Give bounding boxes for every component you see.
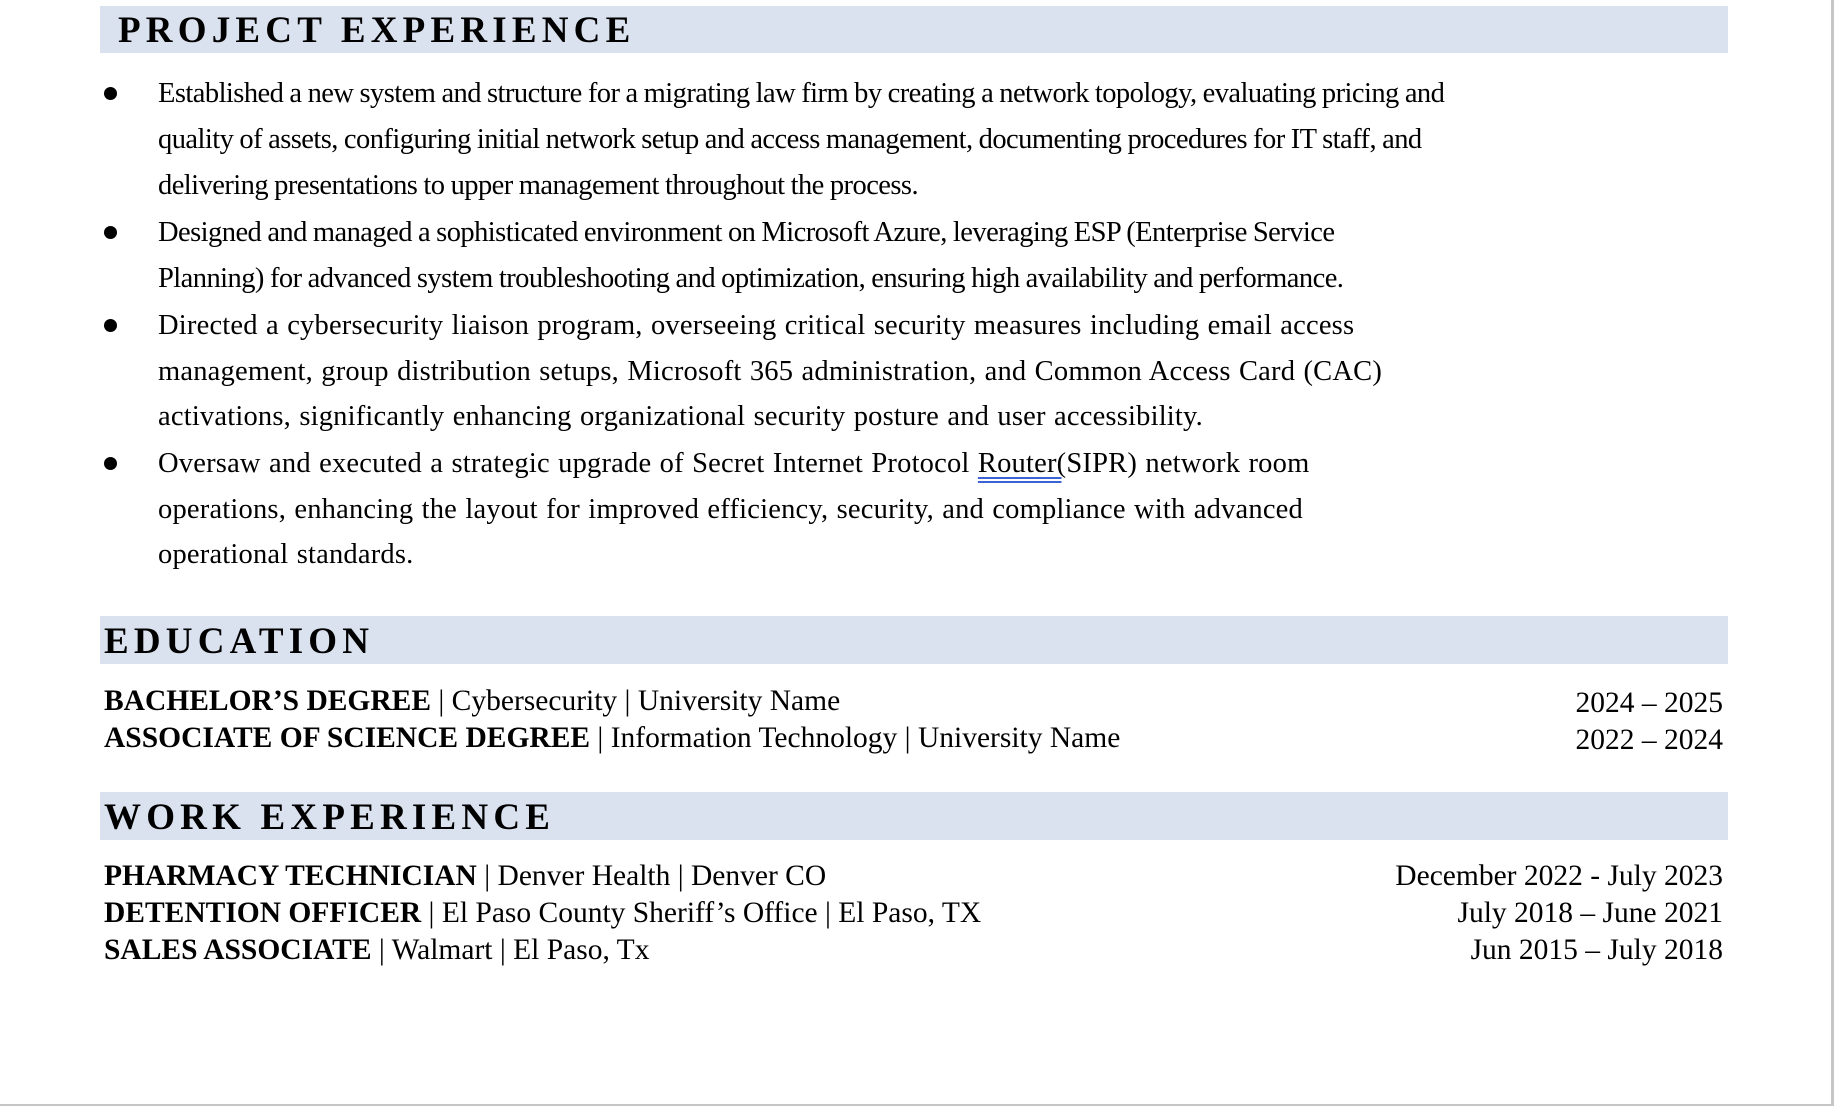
bullet-icon <box>104 319 117 332</box>
bullet-3-line-2: management, group distribution setups, Microsoft 365 administration, and Common Access Card (CAC) <box>158 356 1383 387</box>
section-heading-project-experience: PROJECT EXPERIENCE <box>118 10 636 51</box>
education-entry <box>104 724 1120 754</box>
job-details: | Walmart | El Paso, Tx <box>371 934 650 966</box>
education-entry <box>104 687 840 717</box>
job-title: DETENTION OFFICER <box>104 897 422 929</box>
bullet-2-line-2: Planning) for advanced system troubleshooting and optimization, ensuring high availability and performance. <box>158 263 1344 294</box>
section-heading-work-experience: WORK EXPERIENCE <box>104 797 556 838</box>
job-details: | Denver Health | Denver CO <box>476 860 827 892</box>
bullet-3-line-3: activations, significantly enhancing organizational security posture and user accessibility. <box>158 401 1203 432</box>
bullet-1-line-1: Established a new system and structure for a migrating law firm by creating a network topology, evaluating pricing and <box>158 78 1445 109</box>
degree-details: | Cybersecurity | University Name <box>431 685 841 717</box>
degree-title: ASSOCIATE OF SCIENCE DEGREE <box>104 722 591 754</box>
degree-title: BACHELOR’S DEGREE <box>104 685 432 717</box>
work-entry <box>104 862 826 892</box>
grammar-flagged-word[interactable]: Router( <box>977 448 1067 479</box>
bullet-4-line-1 <box>158 450 1309 479</box>
bullet-icon <box>104 226 117 239</box>
bullet-4-line-2: operations, enhancing the layout for improved efficiency, security, and compliance with advanced <box>158 494 1303 525</box>
education-dates: 2024 – 2025 <box>1575 687 1723 719</box>
job-details: | El Paso County Sheriff’s Office | El Paso, TX <box>421 897 982 929</box>
work-entry <box>104 936 649 966</box>
bullet-icon <box>104 457 117 470</box>
job-title: SALES ASSOCIATE <box>104 934 372 966</box>
work-entry <box>104 899 981 929</box>
bullet-1-line-3: delivering presentations to upper management throughout the process. <box>158 170 919 201</box>
work-dates: December 2022 - July 2023 <box>1395 860 1723 892</box>
bullet-2-line-1: Designed and managed a sophisticated environment on Microsoft Azure, leveraging ESP (Enterprise Service <box>158 217 1335 248</box>
bullet-icon <box>104 87 117 100</box>
work-dates: Jun 2015 – July 2018 <box>1470 934 1723 966</box>
bullet-4-line-1-end: SIPR) network room <box>1066 448 1310 479</box>
degree-details: | Information Technology | University Name <box>590 722 1121 754</box>
bullet-3-line-1: Directed a cybersecurity liaison program, overseeing critical security measures including email access <box>158 310 1355 341</box>
job-title: PHARMACY TECHNICIAN <box>104 860 477 892</box>
bullet-4-line-3: operational standards. <box>158 539 414 570</box>
bullet-4-line-1-start: Oversaw and executed a strategic upgrade of Secret Internet Protocol <box>158 448 978 479</box>
bullet-1-line-2: quality of assets, configuring initial network setup and access management, documenting procedures for IT staff, and <box>158 124 1422 155</box>
work-dates: July 2018 – June 2021 <box>1457 897 1723 929</box>
section-heading-education: EDUCATION <box>104 621 375 662</box>
education-dates: 2022 – 2024 <box>1575 724 1723 756</box>
